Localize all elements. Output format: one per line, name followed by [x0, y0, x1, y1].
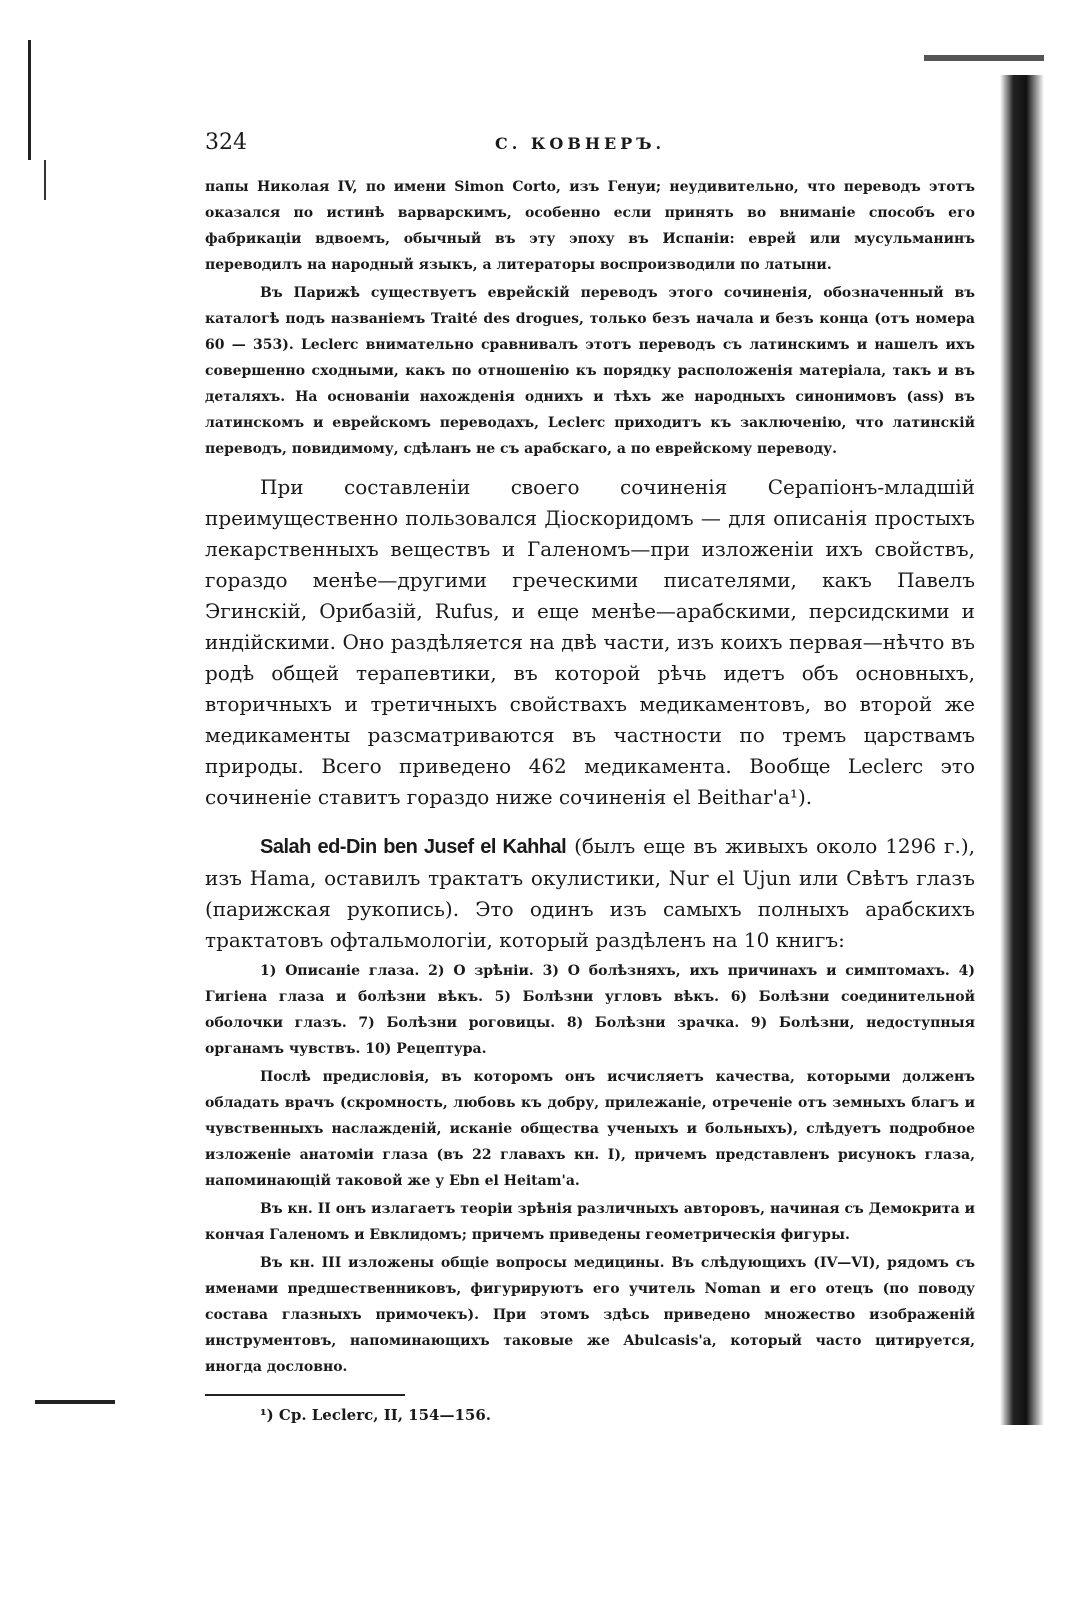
paragraph-book-3: Въ кн. III изложены общіе вопросы медицины. Въ слѣдующихъ (IV—VI), рядомъ съ именами предшественниковъ, фигурируютъ его учитель Noman и его отецъ (по поводу состава глазныхъ примочекъ). При этомъ здѣсь приведено множество изображеній инструментовъ, напоминающихъ таковые же Abulcasis'а, который часто цитируется, иногда дословно.: [205, 1255, 975, 1375]
scan-edge-left-mark: [44, 160, 46, 200]
paragraph-1: папы Николая IV, по имени Simon Corto, изъ Генуи; неудивительно, что переводъ этотъ оказался по истинѣ варварскимъ, особенно если принять во вниманіе способъ его фабрикаціи вдвоемъ, обычный въ эту эпоху въ Испаніи: еврей или мусульманинъ переводилъ на народный языкъ, а литераторы воспроизводили по латыни.: [205, 179, 975, 273]
page-header: [205, 130, 975, 160]
scan-edge-bottom-mark: [35, 1400, 115, 1404]
paragraph-2: Въ Парижѣ существуетъ еврейскій переводъ этого сочиненія, обозначенный въ каталогѣ подъ названіемъ Traité des drogues, только безъ начала и безъ конца (отъ номера 60 — 353). Leclerc внимательно сравнивалъ этотъ переводъ съ латинскимъ и нашелъ ихъ совершенно сходными, какъ по отношенію къ порядку расположенія матеріала, такъ и въ деталяхъ. На основаніи нахожденія однихъ и тѣхъ же народныхъ синонимовъ (ass) въ латинскомъ и еврейскомъ переводахъ, Leclerc приходитъ къ заключенію, что латинскій переводъ, повидимому, сдѣланъ не съ арабскаго, а по еврейскому переводу.: [205, 285, 975, 457]
paragraph-books: 1) Описаніе глаза. 2) О зрѣніи. 3) О болѣзняхъ, ихъ причинахъ и симптомахъ. 4) Гигіена глаза и болѣзни вѣкъ. 5) Болѣзни угловъ вѣкъ. 6) Болѣзни соединительной оболочки глазъ. 7) Болѣзни роговицы. 8) Болѣзни зрачка. 9) Болѣзни, недоступныя органамъ чувствъ. 10) Рецептура.: [205, 963, 975, 1057]
page-body: [205, 130, 975, 1424]
running-head: С. КОВНЕРЪ.: [495, 134, 666, 153]
salah-name: Salah ed-Din ben Jusef el Kahhal: [260, 836, 567, 858]
scan-edge-top-right: [924, 55, 1044, 61]
footnote-rule: [205, 1394, 405, 1396]
scan-edge-left: [28, 40, 31, 160]
paragraph-salah: [205, 831, 975, 956]
paragraph-3: При составленіи своего сочиненія Серапіонъ-младшій преимущественно пользовался Діоскоридомъ — для описанія простыхъ лекарственныхъ веществъ и Галеномъ—при изложеніи ихъ свойствъ, гораздо менѣе—другими греческими писателями, какъ Павелъ Эгинскій, Орибазій, Rufus, и еще менѣе—арабскими, персидскими и индійскими. Оно раздѣляется на двѣ части, изъ коихъ первая—нѣчто въ родѣ общей терапевтики, въ которой рѣчь идетъ объ основныхъ, вторичныхъ и третичныхъ свойствахъ медикаментовъ, во второй же медикаменты разсматриваются въ частности по тремъ царствамъ природы. Всего приведено 462 медикамента. Вообще Leclerc это сочиненіе ставитъ гораздо ниже сочиненія el Beithar'а¹).: [205, 475, 975, 809]
salah-text: (былъ еще въ живыхъ около 1296 г.), изъ Hama, оставилъ трактатъ окулистики, Nur el Ujun или Свѣтъ глазъ (парижская рукопись). Это одинъ изъ самыхъ полныхъ арабскихъ трактатовъ офтальмологіи, который раздѣленъ на 10 книгъ:: [205, 834, 975, 952]
scan-edge-right: [1000, 75, 1044, 1425]
paragraph-book-2: Въ кн. II онъ излагаетъ теоріи зрѣнія различныхъ авторовъ, начиная съ Демокрита и кончая Галеномъ и Евклидомъ; причемъ приведены геометрическія фигуры.: [205, 1201, 975, 1243]
paragraph-preface: Послѣ предисловія, въ которомъ онъ исчисляетъ качества, которыми долженъ обладать врачъ (скромность, любовь къ добру, прилежаніе, отреченіе отъ земныхъ благъ и чувственныхъ наслажденій, исканіе общества ученыхъ и больныхъ), слѣдуетъ подробное изложеніе анатоміи глаза (въ 22 главахъ кн. I), причемъ представленъ рисунокъ глаза, напоминающій таковой же у Ebn el Heitam'а.: [205, 1069, 975, 1189]
page-number: 324: [205, 130, 247, 155]
footnote: ¹) Ср. Leclerc, II, 154—156.: [260, 1406, 492, 1424]
